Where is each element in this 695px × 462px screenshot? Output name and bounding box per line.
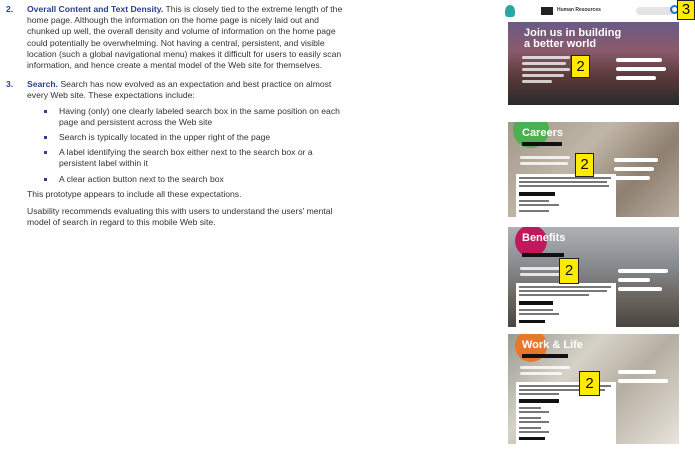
paragraph: Usability recommends evaluating this with users to understand the users' mental model of search in regard to this mobile Web site. <box>27 206 333 228</box>
list-item: Search is typically located in the upper right of the page <box>27 132 352 143</box>
hero-text-line <box>522 68 570 71</box>
section-text-box <box>516 382 616 444</box>
site-title: Human Resources <box>557 7 601 13</box>
section-title: Benefits <box>522 232 566 244</box>
item-text: This is closely tied to the extreme length of the home page. Although the information on the home page is nicely laid out and chunked up well, the overall density and volume of information on the home page could potentially be overwhelming. Not having a central, persistent, and visible location (such a global navigational menu) makes it difficult for users to easily scan information, and hence create a mental model of the Web site for themselves. <box>27 4 343 71</box>
hero-footer-strip <box>508 105 679 117</box>
callout-label: 2 <box>575 153 594 177</box>
callout-label: 2 <box>559 258 579 284</box>
section-link-button[interactable] <box>618 287 662 291</box>
section-link-button[interactable] <box>614 176 650 180</box>
section-link-button[interactable] <box>614 158 658 162</box>
hero-text-line <box>522 62 566 65</box>
mockup-header <box>503 0 680 22</box>
section-cta-button[interactable] <box>522 142 562 146</box>
paragraph: This prototype appears to include all these expectations. <box>27 188 242 199</box>
section-text-box <box>516 283 616 327</box>
list-item: A label identifying the search box either next to the search box or a persistent label within it <box>27 147 352 169</box>
callout-label: 2 <box>571 55 590 78</box>
item-text: Search has now evolved as an expectation and best practice on almost every Web site. These expectations include: <box>27 79 332 101</box>
callout-label: 2 <box>579 371 600 396</box>
section-link-button[interactable] <box>618 370 656 374</box>
hero-title: Join us in building a better world <box>524 27 622 50</box>
section-subheading <box>519 301 553 305</box>
item-search <box>6 79 352 101</box>
section-cta-button[interactable] <box>522 253 564 257</box>
hero-section <box>508 22 679 117</box>
item-heading: Search. <box>27 79 59 90</box>
item-number: 2. <box>6 4 14 14</box>
document-body <box>6 4 352 234</box>
search-expectations-list <box>27 106 352 185</box>
callout-label: 3 <box>677 0 695 20</box>
section-text-box <box>516 174 616 217</box>
hero-link-button[interactable] <box>616 67 666 71</box>
section-text-line <box>520 156 570 159</box>
section-link-button[interactable] <box>618 379 668 383</box>
item-number: 3. <box>6 79 14 90</box>
list-item: A clear action button next to the search box <box>27 174 352 185</box>
section-text-line <box>520 372 562 375</box>
hero-text-line <box>522 74 564 77</box>
search-input[interactable] <box>636 7 674 15</box>
section-text-line <box>520 162 568 165</box>
hero-link-button[interactable] <box>616 76 656 80</box>
section-link-button[interactable] <box>618 269 668 273</box>
item-heading: Overall Content and Text Density. <box>27 4 164 14</box>
list-item: Having (only) one clearly labeled search box in the same position on each page and persistent across the Web site <box>27 106 352 128</box>
section-link-button[interactable] <box>614 167 654 171</box>
section-title: Work & Life <box>522 339 583 351</box>
section-subheading <box>519 399 559 403</box>
section-subheading <box>519 192 555 196</box>
section-title: Careers <box>522 127 563 139</box>
mit-logo <box>541 7 553 15</box>
hero-text-line <box>522 80 552 83</box>
item-content-density <box>6 4 352 71</box>
hero-link-button[interactable] <box>616 58 662 62</box>
benefits-section <box>508 227 679 327</box>
section-link-button[interactable] <box>618 278 650 282</box>
hero-text-line <box>522 56 570 59</box>
section-text-line <box>520 366 570 369</box>
section-cta-button[interactable] <box>522 354 568 358</box>
home-icon <box>505 5 515 17</box>
